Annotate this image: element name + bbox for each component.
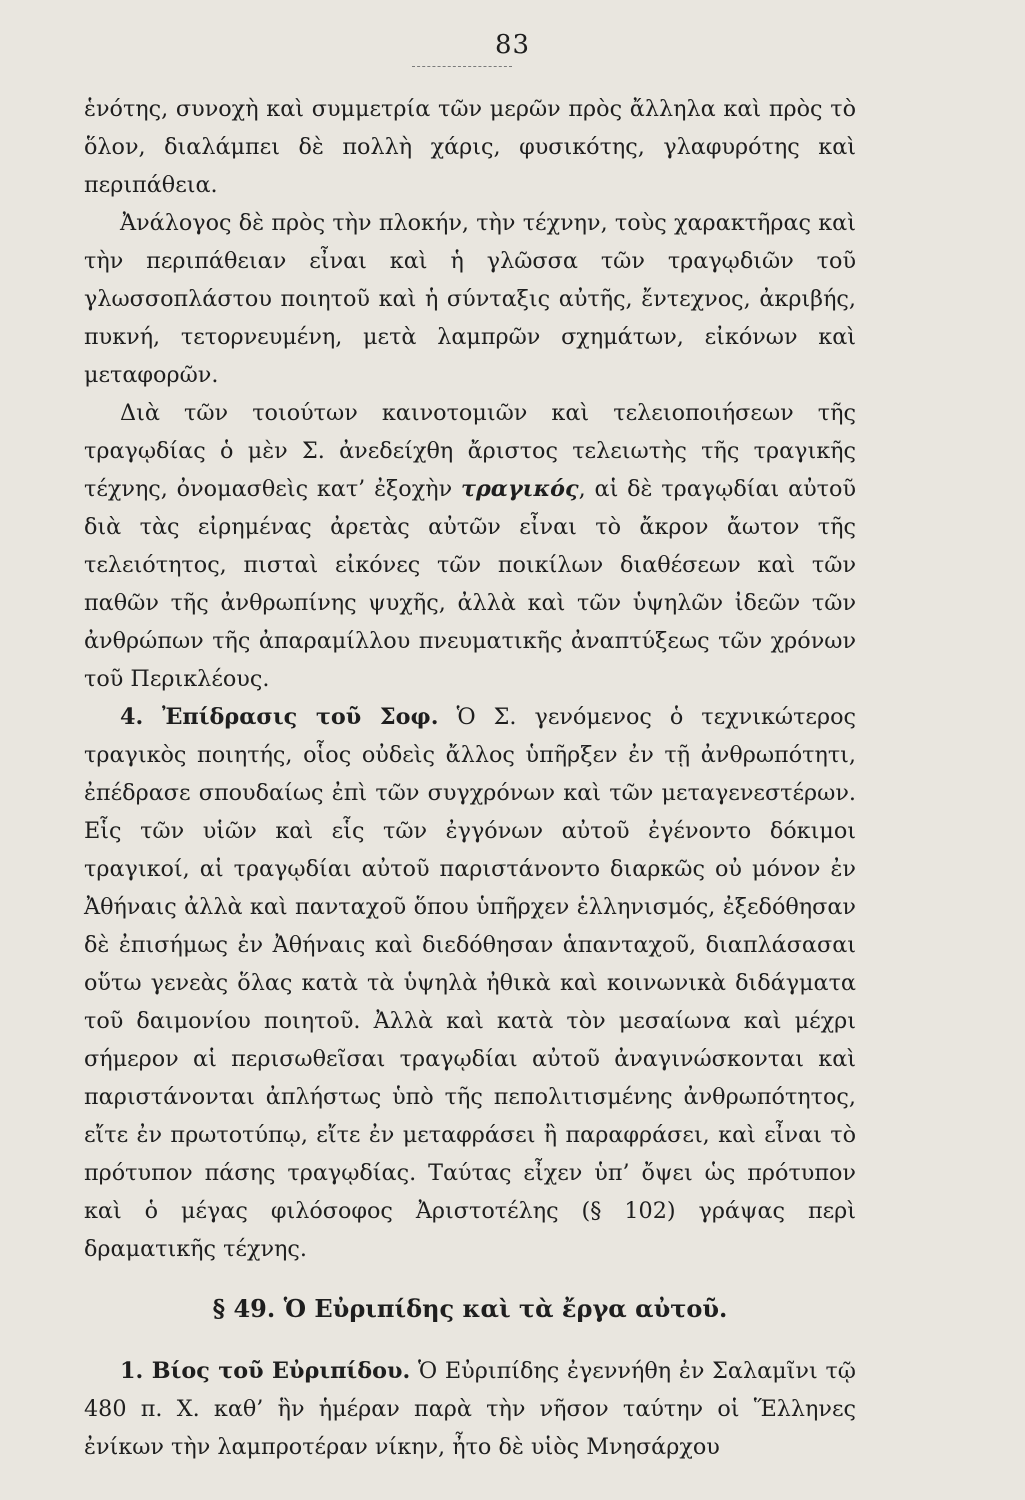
paragraph-5-text: Ὁ Εὐριπίδης ἐγεννήθη ἐν Σαλαμῖνι τῷ 480 π. Χ. καθ’ ἣν ἡμέραν παρὰ τὴν νῆσον ταύτην οἱ Ἕλληνες ἐνίκων τὴν λαμπροτέραν νίκην, ἦτο δὲ υἱὸς Μνησάρχου bbox=[84, 1358, 856, 1460]
paragraph-3 bbox=[84, 394, 856, 698]
paragraph-3-text-a: Διὰ τῶν τοιούτων καινοτομιῶν καὶ τελειοποιήσεων τῆς τραγῳδίας ὁ μὲν Σ. ἀνεδείχθη ἄριστος τελειωτὴς τῆς τραγικῆς τέχνης, ὀνομασθεὶς κατ’ ἐξοχὴν bbox=[84, 400, 856, 502]
section-heading: § 49. Ὁ Εὐριπίδης καὶ τὰ ἔργα αὐτοῦ. bbox=[212, 1294, 728, 1323]
paragraph-4 bbox=[84, 698, 856, 1268]
body-text bbox=[84, 90, 856, 1466]
page-number: 83 bbox=[494, 30, 531, 60]
header-rule bbox=[412, 66, 512, 67]
paragraph-4-text: Ὁ Σ. γενόμενος ὁ τεχνικώτερος τραγικὸς ποιητής, οἷος οὐδεὶς ἄλλος ὑπῆρξεν ἐν τῇ ἀνθρωπότητι, ἐπέδρασε σπουδαίως ἐπὶ τῶν συγχρόνων καὶ τῶν μεταγενεστέρων. Εἷς τῶν υἱῶν καὶ εἷς τῶν ἐγγόνων αὐτοῦ ἐγένοντο δόκιμοι τραγικοί, αἱ τραγῳδίαι αὐτοῦ παριστάνοντο διαρκῶς οὐ μόνον ἐν Ἀθήναις ἀλλὰ καὶ πανταχοῦ ὅπου ὑπῆρχεν ἑλληνισμός, ἐξεδόθησαν δὲ ἐπισήμως ἐν Ἀθήναις καὶ διεδόθησαν ἁπανταχοῦ, διαπλάσασαι οὕτω γενεὰς ὅλας κατὰ τὰ ὑψηλὰ ἠθικὰ καὶ κοινωνικὰ διδάγματα τοῦ δαιμονίου ποιητοῦ. Ἀλλὰ καὶ κατὰ τὸν μεσαίωνα καὶ μέχρι σήμερον αἱ περισωθεῖσαι τραγῳδίαι αὐτοῦ ἀναγινώσκονται καὶ παριστάνονται ἀπλήστως ὑπὸ τῆς πεπολιτισμένης ἀνθρωπότητος, εἴτε ἐν πρωτοτύπῳ, εἴτε ἐν μεταφράσει ἢ παραφράσει, καὶ εἶναι τὸ πρότυπον πάσης τραγῳδίας. Ταύτας εἶχεν ὑπ’ ὄψει ὡς πρότυπον καὶ ὁ μέγας φιλόσοφος Ἀριστοτέλης (§ 102) γράψας περὶ δραματικῆς τέχνης. bbox=[84, 704, 856, 1262]
subheading-life: 1. Βίος τοῦ Εὐριπίδου. bbox=[120, 1358, 411, 1384]
subheading-influence: 4. Ἐπίδρασις τοῦ Σοφ. bbox=[120, 704, 439, 730]
paragraph-2: Ἀνάλογος δὲ πρὸς τὴν πλοκήν, τὴν τέχνην, τοὺς χαρακτῆρας καὶ τὴν περιπάθειαν εἶναι καὶ ἡ γλῶσσα τῶν τραγῳδιῶν τοῦ γλωσσοπλάστου ποιητοῦ καὶ ἡ σύνταξις αὐτῆς, ἔντεχνος, ἀκριβής, πυκνή, τετορνευμένη, μετὰ λαμπρῶν σχημάτων, εἰκόνων καὶ μεταφορῶν. bbox=[84, 210, 856, 388]
paragraph-3-text-b: , αἱ δὲ τραγῳδίαι αὐτοῦ διὰ τὰς εἰρημένας ἀρετὰς αὐτῶν εἶναι τὸ ἄκρον ἄωτον τῆς τελειότητος, πισταὶ εἰκόνες τῶν ποικίλων διαθέσεων καὶ τῶν παθῶν τῆς ἀνθρωπίνης ψυχῆς, ἀλλὰ καὶ τῶν ὑψηλῶν ἰδεῶν τῶν ἀνθρώπων τῆς ἀπαραμίλλου πνευματικῆς ἀναπτύξεως τῶν χρόνων τοῦ Περικλέους. bbox=[84, 476, 857, 692]
emphasis-tragikos: τραγικός bbox=[460, 476, 579, 502]
paragraph-1: ἑνότης, συνοχὴ καὶ συμμετρία τῶν μερῶν πρὸς ἄλληλα καὶ πρὸς τὸ ὅλον, διαλάμπει δὲ πολλὴ χάρις, φυσικότης, γλαφυρότης καὶ περιπάθεια. bbox=[84, 96, 856, 198]
paragraph-5 bbox=[84, 1352, 856, 1466]
